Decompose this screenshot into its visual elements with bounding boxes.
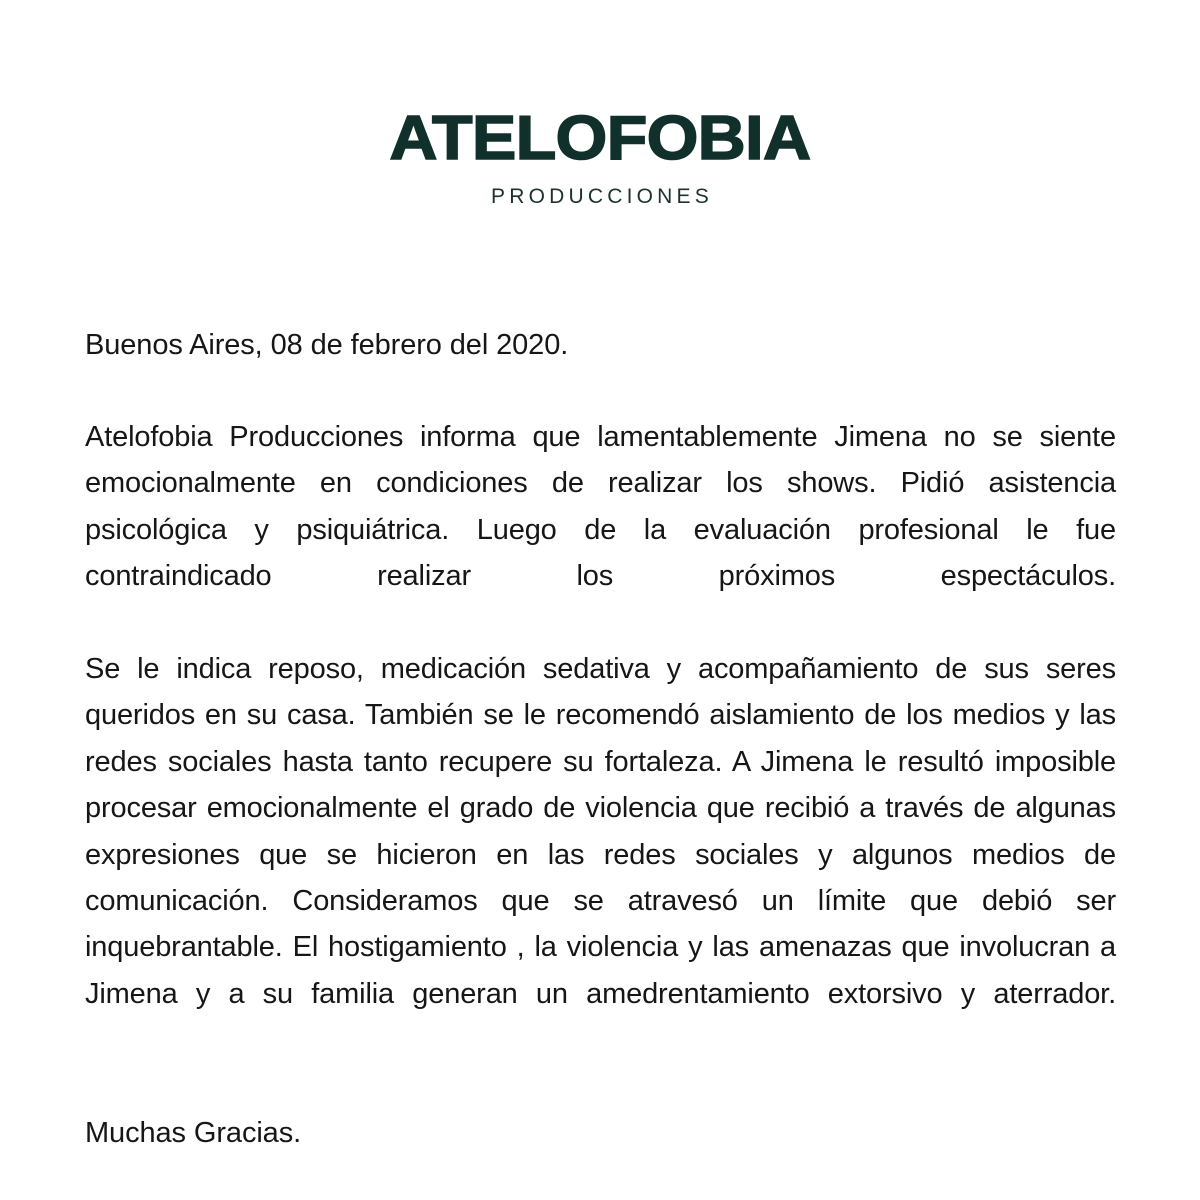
statement-paragraph-1: Atelofobia Producciones informa que lamentablemente Jimena no se siente emocionalmente en condiciones de realizar los shows. Pidió asistencia psicológica y psiquiátrica. Luego de la evaluación profesional le fue contraindicado realizar los próximos espectáculos. (85, 421, 1116, 593)
date-paragraph-spacer (85, 368, 1116, 414)
closing-spacer (85, 1064, 1116, 1110)
company-logo-wordmark: ATELOFOBIA (389, 104, 811, 173)
statement-text-block (85, 414, 1116, 1064)
letter-closing-line: Muchas Gracias. (85, 1116, 302, 1149)
company-logo-subtitle: PRODUCCIONES (491, 185, 713, 208)
letterhead (0, 104, 1200, 208)
letter-date-line: Buenos Aires, 08 de febrero del 2020. (85, 329, 569, 361)
letter-body (85, 322, 1116, 1156)
statement-paragraph-2: Se le indica reposo, medicación sedativa y acompañamiento de sus seres queridos en su casa. También se le recomendó aislamiento de los medios y las redes sociales hasta tanto recupere su fortaleza. A Jimena le resultó imposible procesar emocionalmente el grado de violencia que recibió a través de algunas expresiones que se hicieron en las redes sociales y algunos medios de comunicación. Consideramos que se atravesó un límite que debió ser inquebrantable. El hostigamiento , la violencia y las amenazas que involucran a Jimena y a su familia generan un amedrentamiento extorsivo y aterrador. (85, 653, 1116, 1010)
